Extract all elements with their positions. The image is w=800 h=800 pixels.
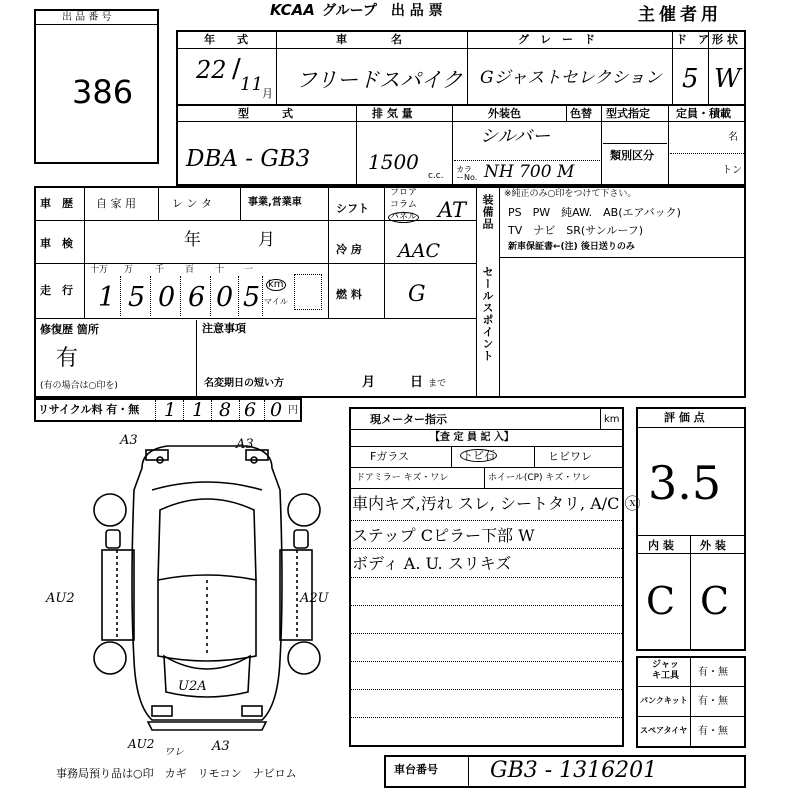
- history-rental: レ ン タ: [172, 197, 212, 210]
- capacity-unit-persons: 名: [728, 132, 738, 143]
- exterior-label: 外 装: [700, 539, 726, 552]
- exterior-color-label: 外装色: [488, 107, 521, 120]
- shift-panel: パネル: [390, 212, 418, 222]
- history-label: 車 歴: [40, 197, 73, 210]
- expiry-until: まで: [428, 379, 447, 389]
- digit-head-10k: 万: [124, 265, 134, 275]
- sheet-title: グループ 出 品 票: [322, 3, 443, 19]
- inspection-year-unit: 年: [184, 230, 201, 250]
- displacement-value: 1500: [368, 150, 419, 174]
- body-type-value: W: [714, 64, 741, 94]
- mileage-digit: 0: [158, 282, 176, 313]
- accessory-spare-label: スペアタイヤ: [640, 726, 688, 735]
- accessory-spare-value: 有・無: [698, 726, 728, 737]
- car-name-value: フリードスパイク: [296, 68, 463, 92]
- capacity-label: 定員・積載: [676, 107, 731, 120]
- equipment-note: ※純正のみ○印をつけて下さい。: [504, 189, 637, 199]
- notes-label: 注意事項: [202, 322, 246, 335]
- equipment-line2: TV ナビ SR(サンルーフ): [508, 224, 644, 237]
- fuel-label: 燃 料: [336, 288, 362, 301]
- color-change-label: 色替: [570, 107, 592, 120]
- class-label: 類別区分: [610, 149, 654, 162]
- recycle-digit: 6: [244, 399, 257, 421]
- assessment-header: 【査 定 員 記 入】: [430, 432, 514, 443]
- model-label: 型 式: [238, 107, 293, 120]
- shift-label: シフト: [336, 202, 369, 215]
- mileage-digit: 0: [216, 282, 234, 313]
- inspection-month-unit: 月: [258, 230, 275, 250]
- expiry-label: 名変期日の短い方: [204, 378, 284, 389]
- recycle-label: リサイクル料 有・無: [38, 403, 140, 416]
- brand-logo: KCAA: [270, 1, 315, 19]
- recycle-unit: 円: [288, 405, 298, 416]
- evaluation-score: 3.5: [648, 456, 722, 510]
- damage-mark: AU2: [128, 737, 155, 751]
- glass-chip: トビ石: [462, 449, 495, 462]
- expiry-month: 月: [362, 375, 376, 390]
- doors-label: ド ア: [676, 33, 709, 46]
- equipment-line3: 新車保証書←(注) 後日送りのみ: [508, 242, 635, 252]
- color-code-value: NH 700 M: [484, 162, 575, 182]
- accessory-jack-label: ジャッキ工具: [652, 660, 680, 681]
- glass-crack: ヒビワレ: [548, 450, 592, 463]
- footer-note: 事務局預り品は○印 カギ リモコン ナビロム: [56, 767, 297, 780]
- digit-head-100: 百: [185, 265, 195, 275]
- copy-label: 主催者用: [638, 5, 722, 25]
- repair-value: 有: [56, 346, 79, 371]
- digit-head-10: 十: [215, 265, 225, 275]
- damage-mark: U2A: [178, 679, 207, 694]
- grade-label: グ レ ー ド: [518, 33, 595, 46]
- inspection-label: 車 検: [40, 237, 73, 250]
- shift-value: AT: [438, 198, 467, 222]
- grade-value: Gジャストセレクション: [480, 68, 663, 88]
- damage-mark: A3: [236, 437, 254, 452]
- month-value: 11: [240, 74, 263, 95]
- mileage-digit: 1: [98, 282, 116, 313]
- remark-line: ボディ A. U. スリキズ: [352, 554, 512, 573]
- capacity-unit-tons: トン: [722, 165, 742, 176]
- interior-grade: C: [646, 579, 676, 623]
- accessory-jack-value: 有・無: [698, 667, 728, 678]
- car-damage-diagram: [72, 430, 342, 750]
- mileage-digit: 5: [128, 282, 146, 313]
- repair-label: 修復歴 箇所: [40, 323, 99, 336]
- equipment-label: 装備品: [481, 194, 494, 230]
- unit-mile: マイル: [264, 297, 288, 306]
- mileage-digit: 5: [243, 282, 261, 313]
- evaluation-label: 評 価 点: [664, 411, 705, 424]
- chassis-label: 車台番号: [394, 763, 438, 776]
- mileage-digit: 6: [188, 282, 206, 313]
- remark-line: 車内キズ,汚れ スレ, シートタリ, A/C ⓧ: [352, 494, 641, 513]
- car-name-label: 車 名: [336, 33, 402, 46]
- digit-head-100k: 十万: [90, 265, 109, 275]
- sales-point-label: セールスポイント: [481, 266, 494, 362]
- expiry-day: 日: [410, 375, 424, 390]
- recycle-digit: 8: [219, 399, 232, 421]
- year-value: 22: [196, 56, 227, 84]
- month-unit: 月: [262, 87, 273, 100]
- history-private: 自 家 用: [96, 197, 136, 210]
- chassis-value: GB3 - 1316201: [490, 758, 658, 783]
- interior-label: 内 装: [648, 539, 674, 552]
- damage-mark: A3: [212, 739, 230, 754]
- mirror-label: ドアミラー キズ・ワレ: [356, 473, 449, 483]
- damage-mark: ワレ: [164, 747, 184, 758]
- exterior-color-value: シルバー: [480, 126, 551, 147]
- damage-mark: A2U: [300, 591, 329, 606]
- shift-column: コラム: [390, 200, 417, 210]
- meter-label: 現メーター指示: [370, 413, 447, 426]
- model-value: DBA - GB3: [186, 146, 311, 172]
- ac-value: AAC: [398, 240, 440, 262]
- digit-head-1k: 千: [155, 265, 165, 275]
- remark-line: ステップ Cピラー下部 W: [352, 526, 535, 545]
- glass-label: Fガラス: [370, 450, 409, 463]
- equipment-line1: PS PW 純AW. AB(エアバック): [508, 206, 681, 219]
- year-label: 年 式: [204, 33, 248, 46]
- repair-note: (有の場合は○印を): [40, 381, 118, 391]
- type-spec-label: 型式指定: [606, 107, 650, 120]
- color-code-label: カラーNo.: [456, 165, 478, 182]
- history-business: 事業,営業車: [248, 197, 302, 208]
- mileage-label: 走 行: [40, 284, 73, 297]
- digit-head-1: 一: [244, 265, 254, 275]
- meter-unit: km: [604, 414, 620, 425]
- recycle-digit: 1: [192, 399, 205, 421]
- damage-mark: AU2: [46, 591, 75, 606]
- shift-floor: フロア: [390, 188, 418, 198]
- recycle-digit: 0: [270, 399, 283, 421]
- ac-label: 冷 房: [336, 243, 362, 256]
- displacement-label: 排 気 量: [372, 107, 413, 120]
- exterior-grade: C: [700, 579, 730, 623]
- lot-number: 386: [72, 73, 134, 111]
- displacement-unit: c.c.: [428, 171, 444, 181]
- damage-mark: A3: [120, 433, 138, 448]
- fuel-value: G: [408, 282, 426, 307]
- doors-value: 5: [682, 64, 699, 94]
- accessory-puncture-label: パンクキット: [640, 696, 688, 705]
- unit-km: km: [268, 279, 284, 290]
- body-type-label: 形 状: [712, 33, 738, 46]
- wheel-label: ホイール(CP) キズ・ワレ: [488, 473, 591, 483]
- recycle-digit: 1: [164, 399, 177, 421]
- accessory-puncture-value: 有・無: [698, 696, 728, 707]
- lot-number-label: 出 品 番 号: [62, 12, 112, 23]
